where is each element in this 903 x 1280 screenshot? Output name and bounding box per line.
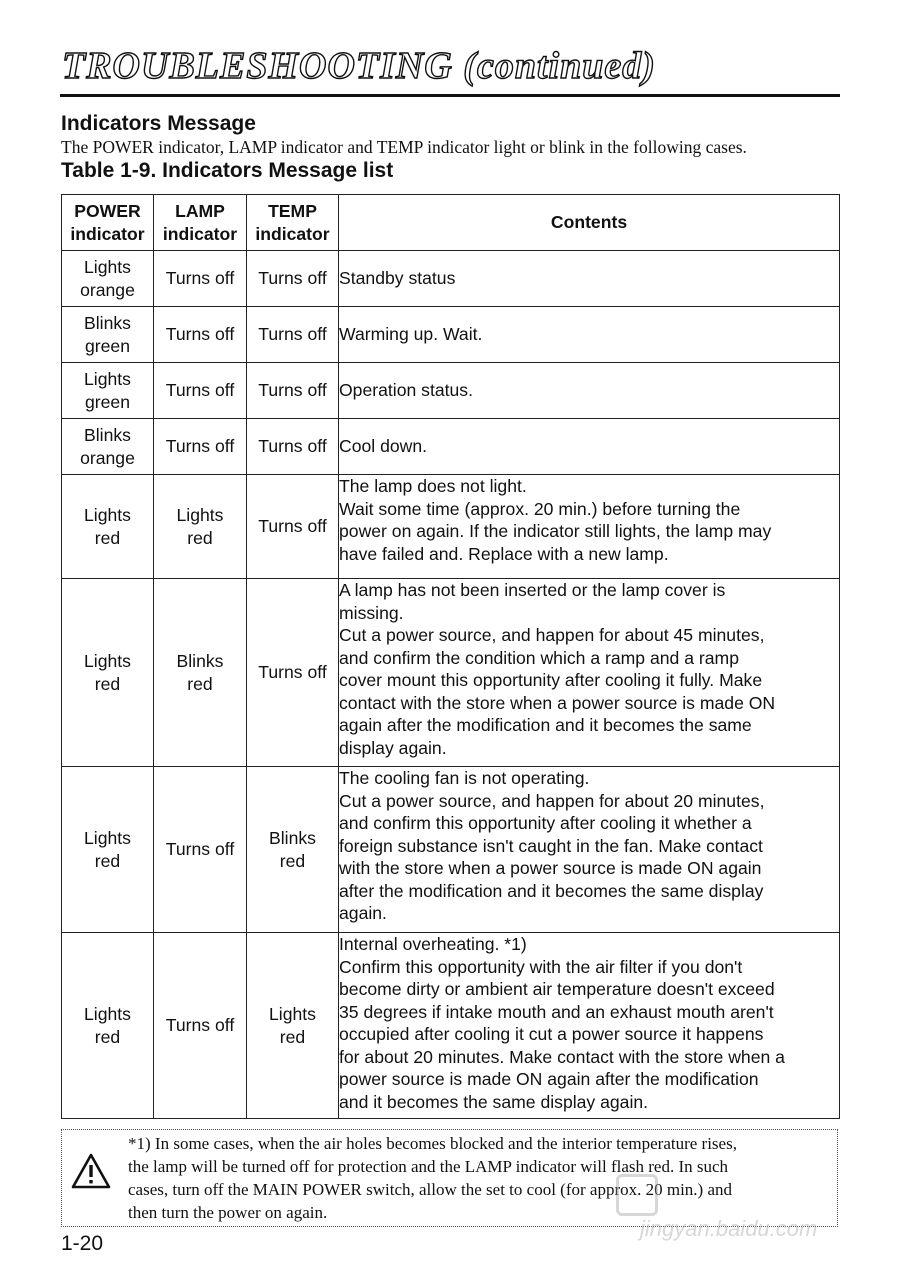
power-indicator-cell: Lights orange [62,251,154,307]
power-indicator-cell: Lights green [62,363,154,419]
page-header [60,38,840,97]
warning-triangle-icon [70,1152,112,1190]
table-row [62,933,840,1119]
contents-cell: Operation status. [339,363,840,419]
lamp-indicator-cell: Blinks red [154,579,247,767]
lamp-indicator-cell: Turns off [154,251,247,307]
lamp-indicator-cell: Turns off [154,307,247,363]
footnote-line: the lamp will be turned off for protection and the LAMP indicator will flash red. In such [128,1157,729,1176]
table-row [62,307,840,363]
watermark-text: jingyan.baidu.com [640,1216,818,1241]
contents-cell: Warming up. Wait. [339,307,840,363]
table-row [62,767,840,933]
section-title: Indicators Message [61,112,256,135]
indicators-table [61,194,840,1119]
contents-cell: A lamp has not been inserted or the lamp cover is missing. Cut a power source, and happen for about 45 minutes, and confirm the condition which a ramp and a ramp cover mount this opportunity after cooling it fully. Make contact with the store when a power source is made ON again after the modification and it becomes the same display again. [339,579,840,767]
contents-cell: Internal overheating. *1) Confirm this opportunity with the air filter if you don't become dirty or ambient air temperature doesn't exceed 35 degrees if intake mouth and an exhaust mouth aren't occupied after cooling it cut a power source it happens for about 20 minutes. Make contact with the store when a power source is made ON again after the modification and it becomes the same display again. [339,933,840,1119]
watermark [610,1170,850,1250]
table-title: Table 1-9. Indicators Message list [61,159,394,182]
temp-indicator-cell: Turns off [247,419,339,475]
contents-cell: The lamp does not light. Wait some time (approx. 20 min.) before turning the power on again. If the indicator still lights, the lamp may have failed and. Replace with a new lamp. [339,475,840,579]
page-number: 1-20 [61,1232,104,1255]
header-power: POWER indicator [62,195,154,251]
temp-indicator-cell: Turns off [247,251,339,307]
table-row [62,363,840,419]
footnote-line: then turn the power on again. [128,1203,328,1222]
table-header-row [62,195,840,251]
header-lamp: LAMP indicator [154,195,247,251]
lamp-indicator-cell: Lights red [154,475,247,579]
lamp-indicator-cell: Turns off [154,767,247,933]
watermark-logo-icon [616,1174,658,1216]
temp-indicator-cell: Turns off [247,363,339,419]
contents-cell: The cooling fan is not operating. Cut a power source, and happen for about 20 minutes, and confirm this opportunity after cooling it whether a foreign substance isn't caught in the fan. Make contact with the store when a power source is made ON again after the modification and it becomes the same display again. [339,767,840,933]
temp-indicator-cell: Turns off [247,475,339,579]
table-row [62,475,840,579]
temp-indicator-cell: Turns off [247,579,339,767]
power-indicator-cell: Lights red [62,579,154,767]
temp-indicator-cell: Turns off [247,307,339,363]
power-indicator-cell: Blinks orange [62,419,154,475]
lamp-indicator-cell: Turns off [154,363,247,419]
footnote-line: cases, turn off the MAIN POWER switch, allow the set to cool (for approx. 20 min.) and [128,1180,733,1199]
table-row [62,579,840,767]
header-title: TROUBLESHOOTING (continued) [62,45,656,87]
lamp-indicator-cell: Turns off [154,419,247,475]
power-indicator-cell: Lights red [62,767,154,933]
header-contents: Contents [339,195,840,251]
temp-indicator-cell: Blinks red [247,767,339,933]
power-indicator-cell: Lights red [62,933,154,1119]
table-row [62,419,840,475]
temp-indicator-cell: Lights red [247,933,339,1119]
footnote-line: *1) In some cases, when the air holes becomes blocked and the interior temperature rises, [128,1134,737,1153]
power-indicator-cell: Blinks green [62,307,154,363]
section-intro: The POWER indicator, LAMP indicator and TEMP indicator light or blink in the following cases. [61,137,747,157]
power-indicator-cell: Lights red [62,475,154,579]
lamp-indicator-cell: Turns off [154,933,247,1119]
table-row [62,251,840,307]
header-temp: TEMP indicator [247,195,339,251]
contents-cell: Cool down. [339,419,840,475]
contents-cell: Standby status [339,251,840,307]
